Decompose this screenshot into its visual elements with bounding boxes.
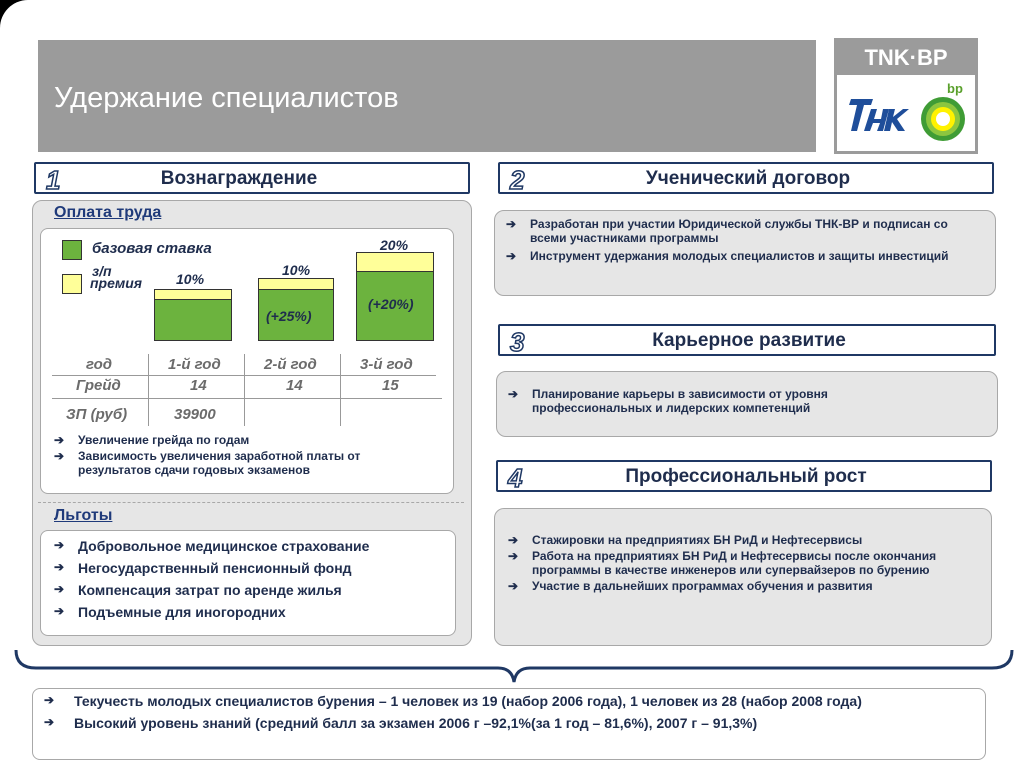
arrow-icon: ➔: [506, 217, 517, 231]
arrow-icon: ➔: [54, 449, 65, 463]
section-header-reward: [34, 162, 470, 194]
bar-year3-bonus: [356, 252, 434, 272]
list-item: ➔ Планирование карьеры в зависимости от уровня профессиональных и лидерских компетенций: [508, 387, 828, 415]
bp-text: bp: [947, 81, 963, 96]
legend-base-swatch: [62, 240, 82, 260]
table-col-line-1: [148, 354, 149, 426]
arrow-icon: ➔: [44, 715, 55, 729]
arrow-icon: ➔: [44, 693, 55, 707]
table-header-year3: 3-й год: [360, 356, 413, 373]
brace-icon: [12, 646, 1016, 686]
legend-bonus-label-b: премия: [90, 275, 143, 291]
table-salary-year1: 39900: [174, 406, 216, 423]
page-title: Удержание специалистов: [54, 82, 399, 114]
table-header-year1: 1-й год: [168, 356, 221, 373]
table-header-year: год: [86, 356, 113, 373]
table-grade-label: Грейд: [76, 377, 121, 394]
arrow-icon: ➔: [54, 582, 65, 596]
arrow-icon: ➔: [54, 433, 65, 447]
logo-text: TNK·BP: [837, 41, 975, 75]
section-title: Профессиональный рост: [625, 466, 867, 487]
section-title: Ученический договор: [645, 168, 851, 189]
benefits-list: [54, 538, 450, 620]
arrow-icon: ➔: [508, 549, 519, 563]
table-grade-year2: 14: [286, 377, 303, 394]
legend-base-label: базовая ставка: [92, 240, 212, 257]
arrow-icon: ➔: [508, 579, 519, 593]
table-header-year2: 2-й год: [264, 356, 317, 373]
section-header-career: [498, 324, 996, 356]
career-list: [508, 387, 938, 415]
list-item: ➔ Инструмент удержания молодых специалистов и защиты инвестиций: [506, 249, 949, 263]
bar-year3-label: 20%: [380, 237, 409, 253]
apprentice-list: [506, 217, 972, 263]
bar-year1-base: [154, 299, 232, 341]
section-title: Карьерное развитие: [652, 330, 846, 351]
arrow-icon: ➔: [508, 533, 519, 547]
list-item: ➔ Высокий уровень знаний (средний балл за экзамен 2006 г –92,1%(за 1 год – 81,6%), 2007 г – 91,3%): [44, 715, 758, 731]
section-header-growth: [496, 460, 992, 492]
arrow-icon: ➔: [506, 249, 517, 263]
legend-bonus-label-a: з/п: [92, 263, 112, 279]
section-number: 4: [508, 463, 523, 493]
table-salary-label: ЗП (руб): [66, 406, 128, 423]
benefits-heading: Льготы: [54, 507, 113, 524]
company-logo: [834, 38, 978, 154]
list-item: ➔ Стажировки на предприятиях БН РиД и Нефтесервисы: [508, 533, 863, 547]
growth-list: [508, 533, 948, 593]
pay-heading: Оплата труда: [54, 204, 162, 221]
list-item: ➔ Зависимость увеличения заработной платы от результатов сдачи годовых экзаменов: [54, 449, 361, 477]
table-grade-year1: 14: [190, 377, 207, 394]
section-number: 3: [510, 327, 525, 357]
list-item: ➔ Текучесть молодых специалистов бурения – 1 человек из 19 (набор 2006 года), 1 человек из 28 (набор 2008 года): [44, 693, 862, 709]
summary-list: [44, 693, 974, 731]
table-grade-year3: 15: [382, 377, 399, 394]
list-item: ➔ Подъемные для иногородних: [54, 604, 286, 620]
table-divider-2: [52, 398, 442, 399]
section-title: Вознаграждение: [160, 168, 318, 189]
pay-bullets: [54, 433, 394, 477]
list-item: ➔ Работа на предприятиях БН РиД и Нефтесервисы после окончания программы в качестве инженеров или супервайзеров по бурению: [508, 549, 937, 577]
bar-year2-increase: (+25%): [266, 308, 312, 324]
arrow-icon: ➔: [54, 604, 65, 618]
section-header-apprentice: [498, 162, 994, 194]
bar-year3-increase: (+20%): [368, 296, 414, 312]
list-item: ➔ Увеличение грейда по годам: [54, 433, 250, 447]
arrow-icon: ➔: [54, 538, 65, 552]
table-col-line-3: [340, 354, 341, 426]
section-number: 1: [46, 165, 61, 195]
bar-year2-label: 10%: [282, 262, 311, 278]
list-item: ➔ Разработан при участии Юридической службы ТНК-ВР и подписан со всеми участниками программы: [506, 217, 948, 245]
section-number: 2: [510, 165, 525, 195]
list-item: ➔ Компенсация затрат по аренде жилья: [54, 582, 342, 598]
tnk-logo-icon: [847, 97, 909, 133]
arrow-icon: ➔: [508, 387, 519, 401]
dashed-divider: [38, 502, 464, 503]
list-item: ➔ Негосударственный пенсионный фонд: [54, 560, 352, 576]
bp-helios-icon: [919, 95, 967, 143]
list-item: ➔ Участие в дальнейших программах обучения и развития: [508, 579, 873, 593]
arrow-icon: ➔: [54, 560, 65, 574]
table-col-line-2: [244, 354, 245, 426]
bar-year1-label: 10%: [176, 271, 205, 287]
legend-bonus-swatch: [62, 274, 82, 294]
list-item: ➔ Добровольное медицинское страхование: [54, 538, 370, 554]
